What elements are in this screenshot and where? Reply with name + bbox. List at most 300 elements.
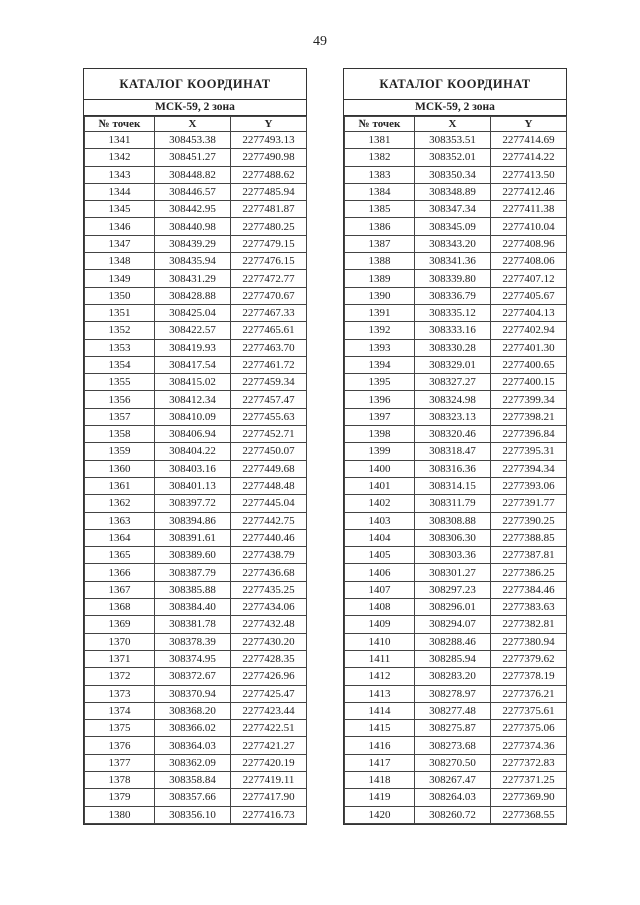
cell-point-number: 1342 <box>85 149 155 166</box>
table-row <box>345 495 567 512</box>
cell-point-number: 1386 <box>345 218 415 235</box>
cell-point-number: 1378 <box>85 771 155 788</box>
cell-y: 2277479.15 <box>231 235 307 252</box>
table-row <box>85 183 307 200</box>
cell-point-number: 1362 <box>85 495 155 512</box>
cell-y: 2277472.77 <box>231 270 307 287</box>
cell-point-number: 1396 <box>345 391 415 408</box>
cell-y: 2277493.13 <box>231 132 307 149</box>
cell-y: 2277421.27 <box>231 737 307 754</box>
cell-x: 308324.98 <box>415 391 491 408</box>
table-row <box>345 737 567 754</box>
cell-x: 308297.23 <box>415 581 491 598</box>
cell-point-number: 1350 <box>85 287 155 304</box>
cell-x: 308296.01 <box>415 599 491 616</box>
cell-y: 2277398.21 <box>491 408 567 425</box>
coordinate-catalog-right <box>343 68 567 825</box>
cell-x: 308428.88 <box>155 287 231 304</box>
table-row <box>85 754 307 771</box>
cell-point-number: 1344 <box>85 183 155 200</box>
cell-point-number: 1367 <box>85 581 155 598</box>
cell-x: 308308.88 <box>415 512 491 529</box>
cell-x: 308453.38 <box>155 132 231 149</box>
table-row <box>85 443 307 460</box>
cell-point-number: 1388 <box>345 253 415 270</box>
cell-x: 308381.78 <box>155 616 231 633</box>
cell-x: 308419.93 <box>155 339 231 356</box>
cell-x: 308327.27 <box>415 374 491 391</box>
column-header-point: № точек <box>85 117 155 132</box>
table-row <box>85 218 307 235</box>
cell-point-number: 1349 <box>85 270 155 287</box>
table-row <box>85 166 307 183</box>
cell-point-number: 1379 <box>85 789 155 806</box>
cell-x: 308425.04 <box>155 304 231 321</box>
cell-x: 308356.10 <box>155 806 231 823</box>
cell-x: 308389.60 <box>155 547 231 564</box>
table-row <box>345 287 567 304</box>
cell-x: 308448.82 <box>155 166 231 183</box>
cell-point-number: 1412 <box>345 668 415 685</box>
cell-y: 2277407.12 <box>491 270 567 287</box>
cell-x: 308339.80 <box>415 270 491 287</box>
cell-y: 2277396.84 <box>491 426 567 443</box>
cell-y: 2277481.87 <box>231 201 307 218</box>
table-row <box>345 650 567 667</box>
cell-x: 308391.61 <box>155 529 231 546</box>
cell-y: 2277393.06 <box>491 477 567 494</box>
cell-point-number: 1420 <box>345 806 415 823</box>
cell-point-number: 1404 <box>345 529 415 546</box>
cell-y: 2277476.15 <box>231 253 307 270</box>
cell-point-number: 1419 <box>345 789 415 806</box>
cell-point-number: 1398 <box>345 426 415 443</box>
cell-x: 308318.47 <box>415 443 491 460</box>
table-row <box>85 339 307 356</box>
cell-y: 2277442.75 <box>231 512 307 529</box>
cell-point-number: 1377 <box>85 754 155 771</box>
cell-x: 308366.02 <box>155 720 231 737</box>
cell-x: 308417.54 <box>155 356 231 373</box>
cell-point-number: 1351 <box>85 304 155 321</box>
table-body <box>345 132 567 824</box>
cell-y: 2277375.06 <box>491 720 567 737</box>
cell-x: 308410.09 <box>155 408 231 425</box>
cell-x: 308320.46 <box>415 426 491 443</box>
cell-x: 308442.95 <box>155 201 231 218</box>
catalog-title: КАТАЛОГ КООРДИНАТ <box>84 69 306 100</box>
cell-y: 2277463.70 <box>231 339 307 356</box>
cell-point-number: 1410 <box>345 633 415 650</box>
page-number: 49 <box>313 34 327 49</box>
table-row <box>85 650 307 667</box>
cell-x: 308404.22 <box>155 443 231 460</box>
cell-y: 2277368.55 <box>491 806 567 823</box>
cell-x: 308352.01 <box>415 149 491 166</box>
cell-point-number: 1364 <box>85 529 155 546</box>
cell-y: 2277485.94 <box>231 183 307 200</box>
cell-x: 308412.34 <box>155 391 231 408</box>
table-row <box>85 270 307 287</box>
cell-y: 2277404.13 <box>491 304 567 321</box>
cell-x: 308336.79 <box>415 287 491 304</box>
cell-point-number: 1348 <box>85 253 155 270</box>
cell-y: 2277452.71 <box>231 426 307 443</box>
cell-point-number: 1381 <box>345 132 415 149</box>
cell-y: 2277419.11 <box>231 771 307 788</box>
cell-point-number: 1402 <box>345 495 415 512</box>
cell-x: 308329.01 <box>415 356 491 373</box>
cell-y: 2277369.90 <box>491 789 567 806</box>
cell-y: 2277380.94 <box>491 633 567 650</box>
cell-x: 308345.09 <box>415 218 491 235</box>
cell-x: 308273.68 <box>415 737 491 754</box>
cell-x: 308384.40 <box>155 599 231 616</box>
cell-y: 2277400.65 <box>491 356 567 373</box>
cell-point-number: 1373 <box>85 685 155 702</box>
cell-y: 2277455.63 <box>231 408 307 425</box>
cell-x: 308401.13 <box>155 477 231 494</box>
cell-x: 308343.20 <box>415 235 491 252</box>
table-row <box>85 720 307 737</box>
cell-y: 2277379.62 <box>491 650 567 667</box>
cell-point-number: 1353 <box>85 339 155 356</box>
cell-x: 308372.67 <box>155 668 231 685</box>
table-row <box>345 512 567 529</box>
cell-x: 308314.15 <box>415 477 491 494</box>
cell-point-number: 1380 <box>85 806 155 823</box>
cell-point-number: 1417 <box>345 754 415 771</box>
cell-point-number: 1390 <box>345 287 415 304</box>
cell-x: 308288.46 <box>415 633 491 650</box>
cell-point-number: 1352 <box>85 322 155 339</box>
cell-point-number: 1392 <box>345 322 415 339</box>
column-header-x: X <box>415 117 491 132</box>
cell-point-number: 1415 <box>345 720 415 737</box>
table-row <box>345 374 567 391</box>
cell-y: 2277383.63 <box>491 599 567 616</box>
cell-y: 2277449.68 <box>231 460 307 477</box>
cell-y: 2277425.47 <box>231 685 307 702</box>
cell-point-number: 1383 <box>345 166 415 183</box>
cell-x: 308394.86 <box>155 512 231 529</box>
table-row <box>345 339 567 356</box>
cell-x: 308378.39 <box>155 633 231 650</box>
table-row <box>345 460 567 477</box>
cell-point-number: 1356 <box>85 391 155 408</box>
cell-point-number: 1361 <box>85 477 155 494</box>
table-row <box>345 633 567 650</box>
cell-y: 2277394.34 <box>491 460 567 477</box>
cell-x: 308387.79 <box>155 564 231 581</box>
cell-y: 2277450.07 <box>231 443 307 460</box>
cell-point-number: 1387 <box>345 235 415 252</box>
cell-y: 2277420.19 <box>231 754 307 771</box>
table-row <box>345 166 567 183</box>
cell-y: 2277457.47 <box>231 391 307 408</box>
table-row <box>345 218 567 235</box>
cell-point-number: 1403 <box>345 512 415 529</box>
cell-x: 308397.72 <box>155 495 231 512</box>
cell-point-number: 1393 <box>345 339 415 356</box>
table-row <box>345 599 567 616</box>
cell-point-number: 1376 <box>85 737 155 754</box>
cell-x: 308368.20 <box>155 702 231 719</box>
cell-y: 2277438.79 <box>231 547 307 564</box>
cell-point-number: 1401 <box>345 477 415 494</box>
cell-x: 308267.47 <box>415 771 491 788</box>
table-row <box>345 253 567 270</box>
cell-point-number: 1382 <box>345 149 415 166</box>
cell-point-number: 1355 <box>85 374 155 391</box>
cell-point-number: 1407 <box>345 581 415 598</box>
cell-y: 2277399.34 <box>491 391 567 408</box>
table-row <box>85 132 307 149</box>
cell-x: 308446.57 <box>155 183 231 200</box>
table-body <box>85 132 307 824</box>
cell-y: 2277402.94 <box>491 322 567 339</box>
table-row <box>85 599 307 616</box>
cell-y: 2277400.15 <box>491 374 567 391</box>
column-header-y: Y <box>491 117 567 132</box>
cell-x: 308435.94 <box>155 253 231 270</box>
cell-x: 308264.03 <box>415 789 491 806</box>
cell-point-number: 1416 <box>345 737 415 754</box>
cell-point-number: 1363 <box>85 512 155 529</box>
cell-point-number: 1409 <box>345 616 415 633</box>
cell-x: 308277.48 <box>415 702 491 719</box>
cell-x: 308348.89 <box>415 183 491 200</box>
cell-x: 308323.13 <box>415 408 491 425</box>
cell-x: 308335.12 <box>415 304 491 321</box>
table-row <box>85 235 307 252</box>
cell-y: 2277413.50 <box>491 166 567 183</box>
cell-x: 308439.29 <box>155 235 231 252</box>
cell-point-number: 1359 <box>85 443 155 460</box>
cell-y: 2277386.25 <box>491 564 567 581</box>
cell-point-number: 1391 <box>345 304 415 321</box>
table-row <box>85 287 307 304</box>
cell-y: 2277374.36 <box>491 737 567 754</box>
cell-x: 308374.95 <box>155 650 231 667</box>
table-row <box>85 408 307 425</box>
cell-x: 308278.97 <box>415 685 491 702</box>
cell-y: 2277422.51 <box>231 720 307 737</box>
cell-y: 2277372.83 <box>491 754 567 771</box>
catalog-title: КАТАЛОГ КООРДИНАТ <box>344 69 566 100</box>
cell-point-number: 1385 <box>345 201 415 218</box>
cell-y: 2277408.06 <box>491 253 567 270</box>
cell-y: 2277384.46 <box>491 581 567 598</box>
table-row <box>85 512 307 529</box>
column-header-point: № точек <box>345 117 415 132</box>
table-row <box>85 581 307 598</box>
cell-x: 308353.51 <box>415 132 491 149</box>
cell-point-number: 1360 <box>85 460 155 477</box>
cell-x: 308415.02 <box>155 374 231 391</box>
table-row <box>345 201 567 218</box>
table-row <box>345 754 567 771</box>
cell-y: 2277423.44 <box>231 702 307 719</box>
cell-x: 308311.79 <box>415 495 491 512</box>
cell-x: 308301.27 <box>415 564 491 581</box>
table-row <box>85 304 307 321</box>
cell-x: 308358.84 <box>155 771 231 788</box>
cell-x: 308347.34 <box>415 201 491 218</box>
cell-point-number: 1371 <box>85 650 155 667</box>
table-row <box>85 253 307 270</box>
table-row <box>345 270 567 287</box>
cell-y: 2277459.34 <box>231 374 307 391</box>
cell-y: 2277414.22 <box>491 149 567 166</box>
cell-y: 2277467.33 <box>231 304 307 321</box>
cell-y: 2277388.85 <box>491 529 567 546</box>
table-row <box>85 149 307 166</box>
coordinates-table <box>84 116 307 824</box>
cell-y: 2277376.21 <box>491 685 567 702</box>
cell-point-number: 1414 <box>345 702 415 719</box>
table-row <box>345 668 567 685</box>
coordinate-catalog-left <box>83 68 307 825</box>
cell-x: 308341.36 <box>415 253 491 270</box>
table-row <box>85 633 307 650</box>
table-row <box>345 789 567 806</box>
cell-y: 2277434.06 <box>231 599 307 616</box>
cell-x: 308294.07 <box>415 616 491 633</box>
cell-x: 308370.94 <box>155 685 231 702</box>
cell-y: 2277382.81 <box>491 616 567 633</box>
cell-point-number: 1384 <box>345 183 415 200</box>
cell-x: 308333.16 <box>415 322 491 339</box>
table-row <box>345 616 567 633</box>
table-row <box>85 201 307 218</box>
catalog-subtitle: МСК-59, 2 зона <box>344 100 566 116</box>
cell-x: 308431.29 <box>155 270 231 287</box>
cell-y: 2277435.25 <box>231 581 307 598</box>
cell-y: 2277426.96 <box>231 668 307 685</box>
cell-x: 308451.27 <box>155 149 231 166</box>
cell-y: 2277414.69 <box>491 132 567 149</box>
cell-y: 2277428.35 <box>231 650 307 667</box>
cell-y: 2277465.61 <box>231 322 307 339</box>
table-row <box>345 581 567 598</box>
cell-point-number: 1413 <box>345 685 415 702</box>
cell-y: 2277436.68 <box>231 564 307 581</box>
cell-point-number: 1368 <box>85 599 155 616</box>
cell-y: 2277412.46 <box>491 183 567 200</box>
column-header-y: Y <box>231 117 307 132</box>
cell-y: 2277417.90 <box>231 789 307 806</box>
table-row <box>345 720 567 737</box>
table-header-row <box>345 117 567 132</box>
cell-point-number: 1345 <box>85 201 155 218</box>
cell-point-number: 1370 <box>85 633 155 650</box>
cell-x: 308283.20 <box>415 668 491 685</box>
table-row <box>345 304 567 321</box>
cell-point-number: 1374 <box>85 702 155 719</box>
table-row <box>345 685 567 702</box>
table-row <box>345 391 567 408</box>
cell-y: 2277480.25 <box>231 218 307 235</box>
table-row <box>85 771 307 788</box>
cell-x: 308285.94 <box>415 650 491 667</box>
cell-point-number: 1366 <box>85 564 155 581</box>
table-row <box>345 564 567 581</box>
table-row <box>345 702 567 719</box>
cell-point-number: 1389 <box>345 270 415 287</box>
cell-x: 308440.98 <box>155 218 231 235</box>
table-row <box>85 391 307 408</box>
cell-y: 2277432.48 <box>231 616 307 633</box>
cell-x: 308316.36 <box>415 460 491 477</box>
table-row <box>85 529 307 546</box>
table-row <box>85 668 307 685</box>
cell-point-number: 1343 <box>85 166 155 183</box>
table-row <box>85 460 307 477</box>
cell-y: 2277401.30 <box>491 339 567 356</box>
cell-x: 308362.09 <box>155 754 231 771</box>
cell-x: 308422.57 <box>155 322 231 339</box>
cell-point-number: 1346 <box>85 218 155 235</box>
cell-y: 2277391.77 <box>491 495 567 512</box>
table-row <box>85 322 307 339</box>
cell-point-number: 1411 <box>345 650 415 667</box>
table-row <box>85 495 307 512</box>
table-row <box>345 477 567 494</box>
cell-y: 2277488.62 <box>231 166 307 183</box>
table-row <box>85 806 307 823</box>
cell-x: 308303.36 <box>415 547 491 564</box>
cell-point-number: 1399 <box>345 443 415 460</box>
cell-y: 2277411.38 <box>491 201 567 218</box>
table-row <box>85 477 307 494</box>
cell-y: 2277461.72 <box>231 356 307 373</box>
cell-x: 308385.88 <box>155 581 231 598</box>
cell-point-number: 1375 <box>85 720 155 737</box>
table-row <box>85 426 307 443</box>
table-row <box>85 547 307 564</box>
cell-point-number: 1400 <box>345 460 415 477</box>
cell-point-number: 1394 <box>345 356 415 373</box>
cell-point-number: 1395 <box>345 374 415 391</box>
cell-point-number: 1369 <box>85 616 155 633</box>
cell-y: 2277390.25 <box>491 512 567 529</box>
table-row <box>85 685 307 702</box>
table-row <box>345 356 567 373</box>
cell-y: 2277470.67 <box>231 287 307 304</box>
table-header-row <box>85 117 307 132</box>
cell-y: 2277387.81 <box>491 547 567 564</box>
cell-y: 2277378.19 <box>491 668 567 685</box>
table-row <box>345 547 567 564</box>
table-row <box>345 132 567 149</box>
cell-point-number: 1405 <box>345 547 415 564</box>
cell-y: 2277410.04 <box>491 218 567 235</box>
table-row <box>345 149 567 166</box>
table-row <box>345 426 567 443</box>
table-row <box>345 235 567 252</box>
cell-y: 2277430.20 <box>231 633 307 650</box>
cell-y: 2277395.31 <box>491 443 567 460</box>
cell-x: 308406.94 <box>155 426 231 443</box>
cell-x: 308330.28 <box>415 339 491 356</box>
table-row <box>85 356 307 373</box>
table-row <box>85 374 307 391</box>
table-row <box>345 806 567 823</box>
cell-point-number: 1372 <box>85 668 155 685</box>
cell-y: 2277448.48 <box>231 477 307 494</box>
cell-x: 308260.72 <box>415 806 491 823</box>
